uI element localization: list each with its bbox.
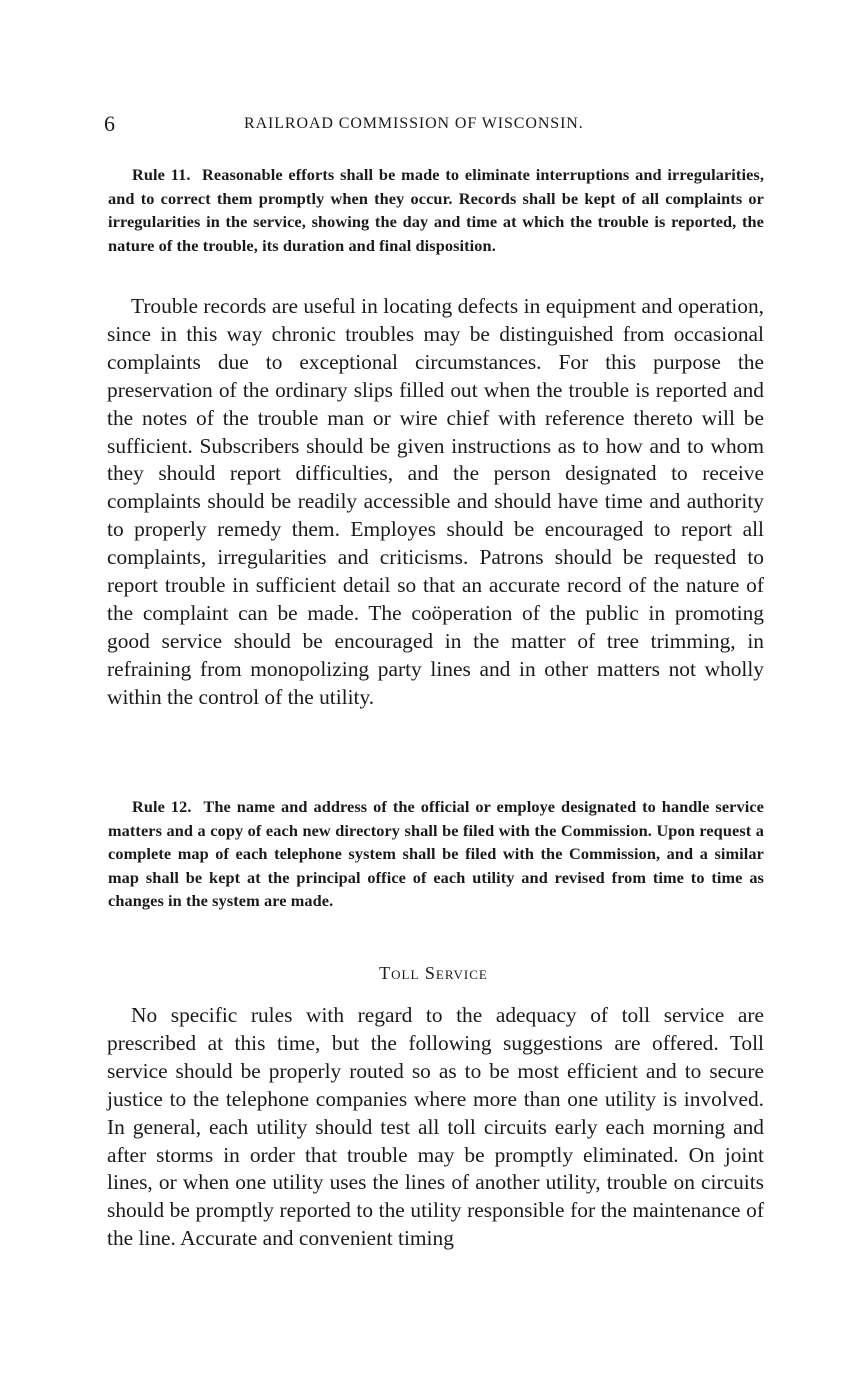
page-number: 6 — [104, 111, 116, 136]
rule-11-block — [108, 163, 764, 257]
section-heading-toll-service: Toll Service — [379, 963, 488, 983]
running-head: RAILROAD COMMISSION OF WISCONSIN. — [244, 115, 584, 132]
rule-11-text: Reasonable efforts shall be made to eliminate interruptions and irregularities, and to correct them promptly when they occur. Records shall be kept of all complaints or irregularities in the service, showing the day and time at which the trouble is reported, the nature of the trouble, its duration and final disposition. — [108, 165, 764, 255]
rule-12-paragraph — [108, 795, 764, 913]
body-paragraph-toll-service: No specific rules with regard to the adequacy of toll service are prescribed at this time, but the following suggestions are offered. Toll service should be properly routed so as to be most efficient and to secure justice to the telephone companies where more than one utility is involved. In general, each utility should test all toll circuits early each morning and after storms in order that trouble may be promptly eliminated. On joint lines, or when one utility uses the lines of another utility, trouble on circuits should be promptly reported to the utility responsible for the maintenance of the line. Accurate and convenient timing — [107, 1003, 764, 1251]
rule-12-text: The name and address of the official or employe designated to handle service matters and a copy of each new directory shall be filed with the Commission. Upon request a complete map of each telephone system shall be filed with the Commission, and a similar map shall be kept at the principal office of each utility and revised from time to time as changes in the system are made. — [108, 797, 764, 911]
rule-11-label: Rule 11. — [132, 165, 191, 184]
body-paragraph-trouble-records: Trouble records are useful in locating defects in equipment and operation, since in this way chronic troubles may be distinguished from occasional complaints due to exceptional circumstances. For this purpose the preservation of the ordinary slips filled out when the trouble is reported and the notes of the trouble man or wire chief with reference thereto will be sufficient. Subscribers should be given instructions as to how and to whom they should report difficulties, and the person designated to receive complaints should be readily accessible and should have time and authority to properly remedy them. Employes should be encouraged to report all complaints, irregularities and criticisms. Patrons should be requested to report trouble in sufficient detail so that an accurate record of the nature of the complaint can be made. The coöperation of the public in promoting good service should be encouraged in the matter of tree trimming, in refraining from monopolizing party lines and in other matters not wholly within the control of the utility. — [107, 294, 764, 709]
rule-12-block — [108, 795, 764, 913]
rule-11-paragraph — [108, 163, 764, 257]
page-header — [104, 111, 764, 141]
rule-12-label: Rule 12. — [132, 797, 192, 816]
